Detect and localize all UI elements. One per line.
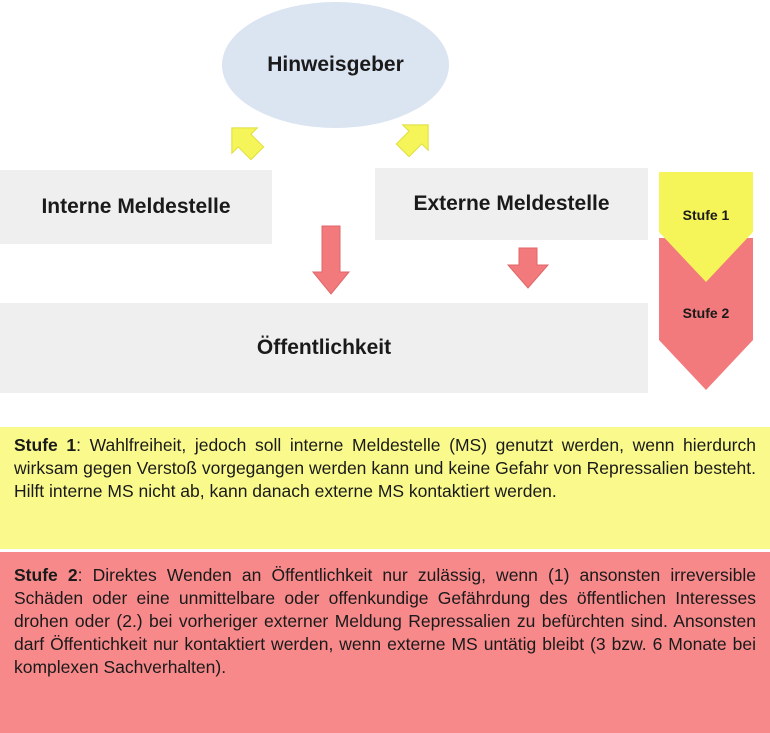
external-reporting-office-label: Externe Meldestelle bbox=[413, 192, 610, 215]
step1-text: : Wahlfreiheit, jedoch soll interne Meldestelle (MS) genutzt werden, wenn hierdurch wirksam gegen Verstoß vorgegangen werden kann und keine Gefahr von Repressalien besteht. Hilft interne MS nicht ab, kann danach externe MS kontaktiert werden. bbox=[14, 435, 756, 501]
arrow-to-external bbox=[390, 112, 441, 163]
arrow-to-internal bbox=[219, 115, 270, 166]
step1-heading: Stufe 1 bbox=[14, 435, 77, 455]
step1-label: Stufe 1 bbox=[682, 207, 730, 223]
step2-text: : Direktes Wenden an Öffentlichkeit nur zulässig, wenn (1) ansonsten irreversible Schäden oder eine unmittelbare oder offenkundige Gefährdung des öffentlichen Interesses drohen oder (2.) bei vorheriger externer Meldung Repressalien zu befürchten sind. Ansonsten darf Öffentichkeit nur kontaktiert werden, wenn externe MS untätig bleibt (3 bzw. 6 Monate bei komplexen Sachverhalten). bbox=[14, 565, 756, 677]
internal-reporting-office-label: Interne Meldestelle bbox=[41, 195, 231, 218]
step1-description-panel bbox=[0, 427, 770, 549]
step2-description-panel bbox=[0, 552, 770, 733]
arrow-internal-to-public bbox=[313, 226, 349, 294]
arrow-external-to-public bbox=[508, 248, 548, 288]
step2-label: Stufe 2 bbox=[682, 305, 730, 321]
step2-heading: Stufe 2 bbox=[14, 565, 78, 585]
public-label: Öffentlichkeit bbox=[256, 336, 392, 359]
whistleblower-label: Hinweisgeber bbox=[267, 53, 404, 76]
